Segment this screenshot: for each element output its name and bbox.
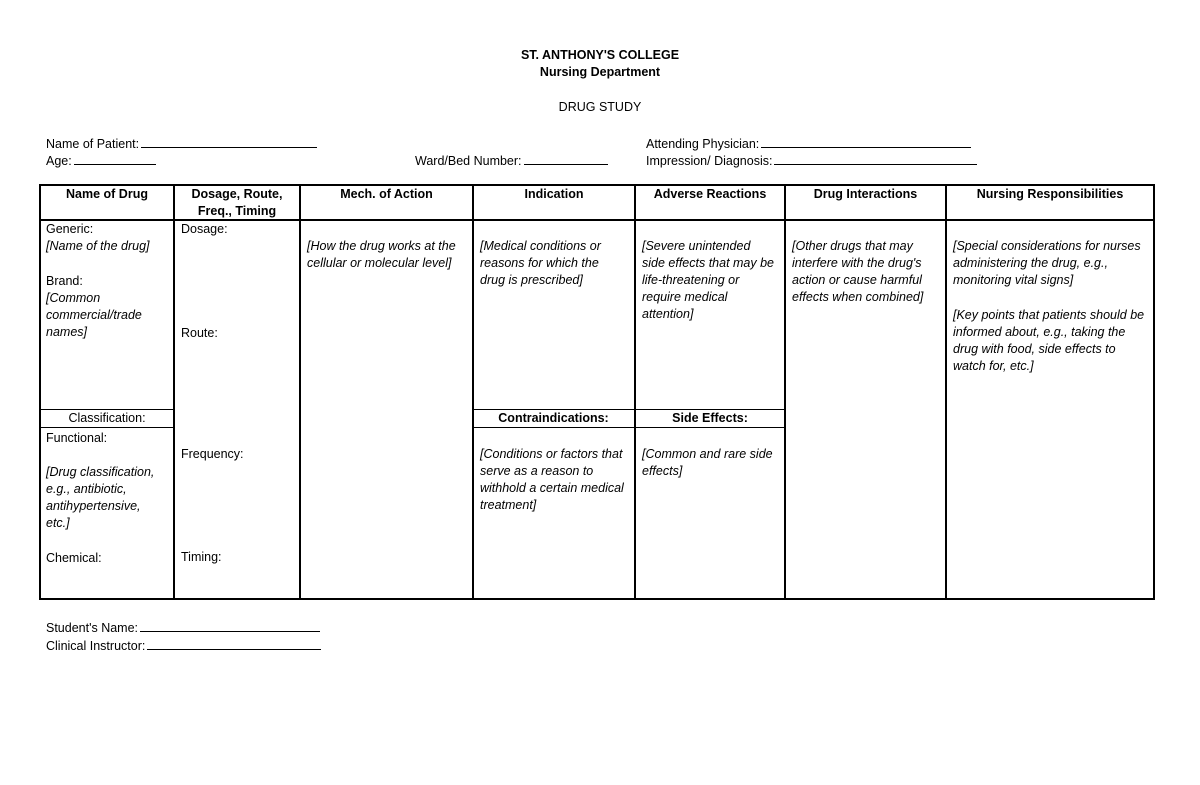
col-header-dosage: Dosage, Route, Freq., Timing xyxy=(191,187,283,218)
brand-placeholder: [Common commercial/trade names] xyxy=(46,291,142,339)
ward-bed-field[interactable] xyxy=(415,152,608,168)
adverse-reactions-placeholder: [Severe unintended side effects that may be life-threatening or require medical attention] xyxy=(642,239,775,321)
age-label: Age: xyxy=(46,154,72,168)
ward-bed-blank[interactable] xyxy=(524,152,608,165)
dosage-label: Dosage: xyxy=(181,222,228,236)
ward-bed-label: Ward/Bed Number: xyxy=(415,154,522,168)
attending-physician-blank[interactable] xyxy=(761,135,971,148)
contraindications-placeholder: [Conditions or factors that serve as a reason to withhold a certain medical treatment] xyxy=(480,447,624,512)
diagnosis-label: Impression/ Diagnosis: xyxy=(646,154,773,168)
contraindications-top-divider xyxy=(473,409,784,410)
col-header-mechanism: Mech. of Action xyxy=(340,187,433,201)
classification-label: Classification: xyxy=(68,411,146,425)
classification-bottom-divider xyxy=(41,427,173,428)
functional-placeholder: [Drug classification, e.g., antibiotic, antihypertensive, etc.] xyxy=(46,465,155,530)
contraindications-label: Contraindications: xyxy=(498,411,609,425)
contraindications-bottom-divider xyxy=(473,427,784,428)
classification-top-divider xyxy=(41,409,173,410)
student-name-blank[interactable] xyxy=(140,619,320,632)
diagnosis-field[interactable] xyxy=(646,152,977,168)
chemical-label: Chemical: xyxy=(46,551,102,565)
student-name-label: Student's Name: xyxy=(46,621,139,635)
school-name: ST. ANTHONY'S COLLEGE xyxy=(520,48,680,62)
side-effects-placeholder: [Common and rare side effects] xyxy=(642,447,773,478)
column-divider xyxy=(945,184,947,600)
column-divider xyxy=(173,184,175,600)
attending-physician-label: Attending Physician: xyxy=(646,137,760,151)
attending-physician-field[interactable] xyxy=(646,135,971,151)
diagnosis-blank[interactable] xyxy=(774,152,977,165)
brand-label: Brand: xyxy=(46,274,83,288)
form-title: DRUG STUDY xyxy=(558,100,642,114)
mechanism-placeholder: [How the drug works at the cellular or molecular level] xyxy=(307,239,456,270)
drug-interactions-placeholder: [Other drugs that may interfere with the drug's action or cause harmful effects when combined] xyxy=(792,239,924,304)
timing-label: Timing: xyxy=(181,550,222,564)
clinical-instructor-blank[interactable] xyxy=(147,637,321,650)
age-blank[interactable] xyxy=(74,152,156,165)
nursing-placeholder-2: [Key points that patients should be informed about, e.g., taking the drug with food, side effects to watch for, etc.] xyxy=(953,308,1145,373)
col-header-name-of-drug: Name of Drug xyxy=(66,187,148,201)
col-header-drug-interactions: Drug Interactions xyxy=(813,187,918,201)
student-name-field[interactable] xyxy=(46,619,320,635)
column-divider xyxy=(299,184,301,600)
clinical-instructor-label: Clinical Instructor: xyxy=(46,639,146,653)
column-divider xyxy=(634,184,636,600)
side-effects-label: Side Effects: xyxy=(672,411,748,425)
generic-label: Generic: xyxy=(46,222,94,236)
clinical-instructor-field[interactable] xyxy=(46,637,321,653)
patient-name-blank[interactable] xyxy=(141,135,317,148)
col-header-indication: Indication xyxy=(524,187,584,201)
col-header-nursing-responsibilities: Nursing Responsibilities xyxy=(976,187,1124,201)
route-label: Route: xyxy=(181,326,218,340)
generic-placeholder: [Name of the drug] xyxy=(46,239,150,253)
department-name: Nursing Department xyxy=(539,65,661,79)
patient-name-field[interactable] xyxy=(46,135,317,151)
indication-placeholder: [Medical conditions or reasons for which the drug is prescribed] xyxy=(480,239,601,287)
column-divider xyxy=(472,184,474,600)
nursing-placeholder-1: [Special considerations for nurses administering the drug, e.g., monitoring vital signs] xyxy=(953,239,1141,287)
column-divider xyxy=(784,184,786,600)
functional-label: Functional: xyxy=(46,431,108,445)
age-field[interactable] xyxy=(46,152,156,168)
frequency-label: Frequency: xyxy=(181,447,244,461)
col-header-adverse-reactions: Adverse Reactions xyxy=(653,187,767,201)
patient-name-label: Name of Patient: xyxy=(46,137,140,151)
